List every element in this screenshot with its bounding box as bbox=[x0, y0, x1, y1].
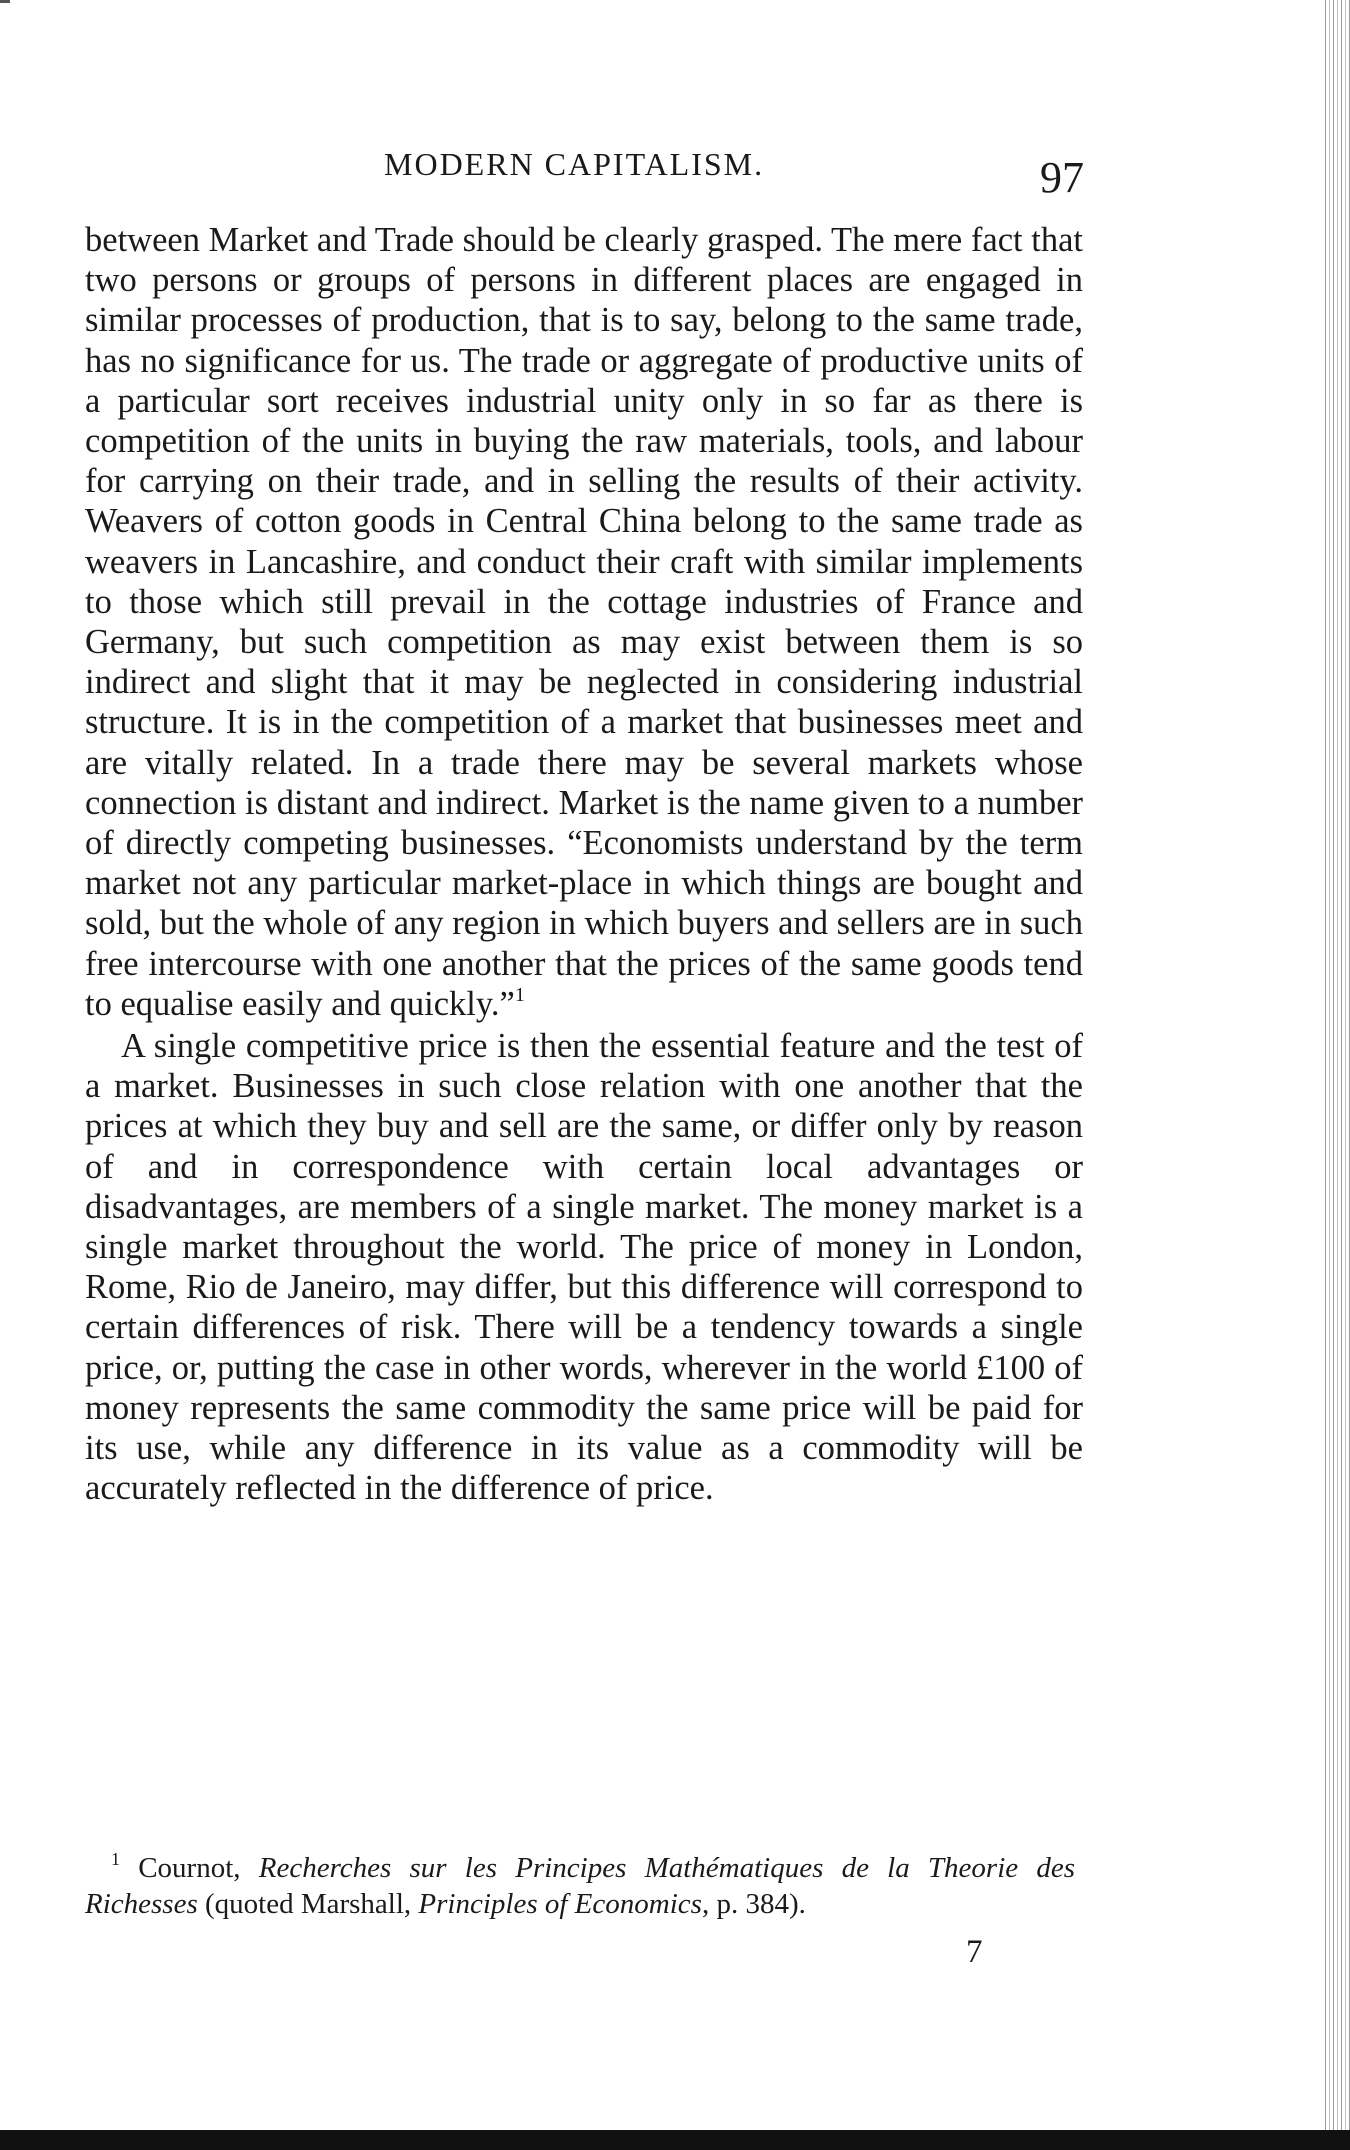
paragraph-2: A single competitive price is then the essential feature and the test of a market. Businesses in such close relation with one another that the prices at which they buy and sell are the same, or differ only by reason of and in correspondence with certain local advantages or disadvantages, are members of a single market. The money market is a single market throughout the world. The price of money in London, Rome, Rio de Janeiro, may differ, but this difference will correspond to certain differences of risk. There will be a tendency towards a single price, or, putting the case in other words, wherever in the world £100 of money represents the same commodity the same price will be paid for its use, while any difference in its value as a commodity will be accurately reflected in the difference of price. bbox=[85, 1027, 1083, 1508]
footnote-quoted-title: Principles of Economics bbox=[418, 1888, 702, 1920]
footnote-quoted-prefix: (quoted Marshall, bbox=[205, 1888, 412, 1920]
paragraph-1 bbox=[85, 220, 1083, 1024]
signature-mark: 7 bbox=[966, 1934, 983, 1970]
footnote bbox=[85, 1850, 1075, 1922]
footnote-marker: 1 bbox=[111, 1849, 120, 1869]
scan-bottom-edge bbox=[0, 2130, 1350, 2150]
footnote-reference: 1 bbox=[514, 983, 525, 1006]
footnote-quoted-suffix: , p. 384). bbox=[701, 1888, 806, 1920]
footnote-author: Cournot, bbox=[138, 1852, 241, 1884]
page-number: 97 bbox=[1040, 153, 1084, 202]
scan-corner-mark bbox=[0, 0, 10, 9]
running-title: MODERN CAPITALISM. bbox=[384, 146, 765, 182]
body-text bbox=[85, 220, 1083, 1509]
footnote-title: Recherches sur les Principes Mathématiques de la Theorie des Richesses bbox=[85, 1852, 1076, 1920]
binding-edge bbox=[1322, 0, 1350, 2150]
paragraph-1-text: between Market and Trade should be clearly grasped. The mere fact that two persons or groups of persons in different places are engaged in similar processes of production, that is to say, belong to the same trade, has no significance for us. The trade or aggregate of productive units of a particular sort receives industrial unity only in so far as there is competition of the units in buying the raw materials, tools, and labour for carrying on their trade, and in selling the results of their activity. Weavers of cotton goods in Central China belong to the same trade as weavers in Lancashire, and conduct their craft with similar implements to those which still prevail in the cottage industries of France and Germany, but such competition as may exist between them is so indirect and slight that it may be neglected in considering industrial structure. It is in the competition of a market that businesses meet and are vitally related. In a trade there may be several markets whose connection is distant and indirect. Market is the name given to a number of directly competing businesses. “Economists understand by the term market not any particular market-place in which things are bought and sold, but the whole of any region in which buyers and sellers are in such free intercourse with one another that the prices of the same goods tend to equalise easily and quickly.” bbox=[85, 221, 1083, 1023]
